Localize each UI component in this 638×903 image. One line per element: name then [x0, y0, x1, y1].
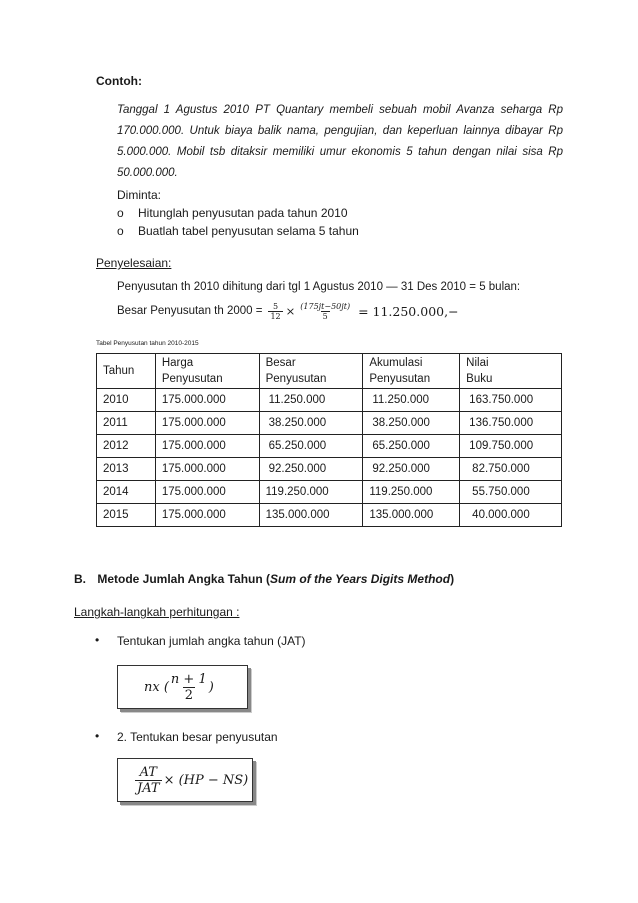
- table-cell: 175.000.000: [155, 412, 259, 435]
- table-cell: 82.750.000: [460, 458, 562, 481]
- besar-penyusutan-formula: [117, 298, 459, 324]
- fraction-5-12: [268, 302, 282, 321]
- table-caption: Tabel Penyusutan tahun 2010-2015: [96, 340, 199, 347]
- table-row: [97, 458, 562, 481]
- formula-result: = 11.250.000,−: [358, 303, 459, 319]
- table-row: [97, 504, 562, 527]
- fraction-numerator: (175jt−50jt): [300, 301, 351, 311]
- paragraph-line: Tanggal 1 Agustus 2010 PT Quantary membeli sebuah mobil Avanza seharga Rp: [117, 104, 563, 116]
- task-item: Buatlah tabel penyusutan selama 5 tahun: [138, 224, 359, 238]
- table-cell: 119.250.000: [363, 481, 460, 504]
- paragraph-line: 50.000.000.: [117, 167, 178, 179]
- fraction-numerator: n + 1: [170, 671, 207, 687]
- jat-formula-box: [117, 665, 248, 709]
- table-cell: 109.750.000: [460, 435, 562, 458]
- table-cell: 136.750.000: [460, 412, 562, 435]
- section-title-italic: Sum of the Years Digits Method: [270, 572, 451, 586]
- table-cell: 2015: [97, 504, 156, 527]
- bullet-icon: •: [95, 729, 100, 743]
- fraction-denominator: JAT: [137, 780, 160, 796]
- table-cell: 2012: [97, 435, 156, 458]
- table-cell: 2014: [97, 481, 156, 504]
- fraction-denominator: 12: [270, 311, 281, 321]
- times-sign: ×: [285, 304, 296, 318]
- fraction-numerator: 5: [273, 301, 279, 311]
- table-cell: 11.250.000: [259, 389, 363, 412]
- section-number: B.: [74, 572, 86, 586]
- table-cell: 65.250.000: [259, 435, 363, 458]
- table-header-row: [97, 354, 562, 389]
- penyelesaian-heading: Penyelesaian:: [96, 256, 172, 270]
- table-cell: 119.250.000: [259, 481, 363, 504]
- table-cell: 55.750.000: [460, 481, 562, 504]
- formula-lhs: nx (: [144, 679, 169, 695]
- table-cell: 11.250.000: [363, 389, 460, 412]
- step-item: 2. Tentukan besar penyusutan: [117, 730, 278, 744]
- table-row: [97, 389, 562, 412]
- table-cell: 38.250.000: [259, 412, 363, 435]
- formula-fraction: [169, 672, 209, 703]
- table-cell: 65.250.000: [363, 435, 460, 458]
- bullet-icon: •: [95, 633, 100, 647]
- paragraph-line: 5.000.000. Mobil tsb ditaksir memiliki umur ekonomis 5 tahun dengan nilai sisa Rp: [117, 146, 563, 158]
- depreciation-table: [96, 353, 562, 527]
- penyelesaian-line: Penyusutan th 2010 dihitung dari tgl 1 Agustus 2010 — 31 Des 2010 = 5 bulan:: [117, 281, 521, 293]
- table-cell: 2013: [97, 458, 156, 481]
- formula-fraction: [135, 765, 162, 796]
- fraction-denominator: 2: [184, 687, 193, 703]
- table-cell: 135.000.000: [259, 504, 363, 527]
- formula-rhs: × (HP − NS): [163, 772, 249, 788]
- contoh-heading: Contoh:: [96, 74, 142, 88]
- table-cell: 92.250.000: [259, 458, 363, 481]
- step-item: Tentukan jumlah angka tahun (JAT): [117, 634, 306, 648]
- table-cell: 175.000.000: [155, 458, 259, 481]
- column-header: Tahun: [97, 354, 156, 389]
- paragraph-line: 170.000.000. Untuk biaya balik nama, pengujian, dan keperluan lainnya dibayar Rp: [117, 125, 563, 137]
- jat-formula: [144, 668, 214, 706]
- table-cell: 175.000.000: [155, 481, 259, 504]
- column-header: Nilai Buku: [460, 354, 562, 389]
- task-item: Hitunglah penyusutan pada tahun 2010: [138, 206, 348, 220]
- table-cell: 92.250.000: [363, 458, 460, 481]
- table-row: [97, 435, 562, 458]
- formula-prefix: Besar Penyusutan th 2000 =: [117, 305, 263, 317]
- formula-rhs: ): [208, 679, 214, 695]
- section-title-main: Metode Jumlah Angka Tahun (: [97, 572, 271, 586]
- fraction-depreciable: [298, 302, 352, 321]
- column-header: Besar Penyusutan: [259, 354, 363, 389]
- table-cell: 175.000.000: [155, 435, 259, 458]
- table-cell: 175.000.000: [155, 389, 259, 412]
- table-cell: 40.000.000: [460, 504, 562, 527]
- table-cell: 135.000.000: [363, 504, 460, 527]
- table-row: [97, 481, 562, 504]
- contoh-paragraph: [117, 100, 563, 184]
- column-header: Harga Penyusutan: [155, 354, 259, 389]
- fraction-denominator: 5: [322, 311, 328, 321]
- hollow-bullet-icon: o: [117, 224, 124, 238]
- section-b-title: [74, 572, 454, 586]
- table-cell: 2010: [97, 389, 156, 412]
- column-header: Akumulasi Penyusutan: [363, 354, 460, 389]
- fraction-numerator: AT: [139, 764, 157, 780]
- penyusutan-formula-box: [117, 758, 253, 802]
- table-cell: 163.750.000: [460, 389, 562, 412]
- hollow-bullet-icon: o: [117, 206, 124, 220]
- table-cell: 38.250.000: [363, 412, 460, 435]
- table-cell: 175.000.000: [155, 504, 259, 527]
- penyusutan-formula: [135, 761, 248, 799]
- section-title-end: ): [450, 572, 455, 586]
- diminta-label: Diminta:: [117, 188, 162, 202]
- table-cell: 2011: [97, 412, 156, 435]
- steps-heading: Langkah-langkah perhitungan :: [74, 605, 240, 619]
- table-row: [97, 412, 562, 435]
